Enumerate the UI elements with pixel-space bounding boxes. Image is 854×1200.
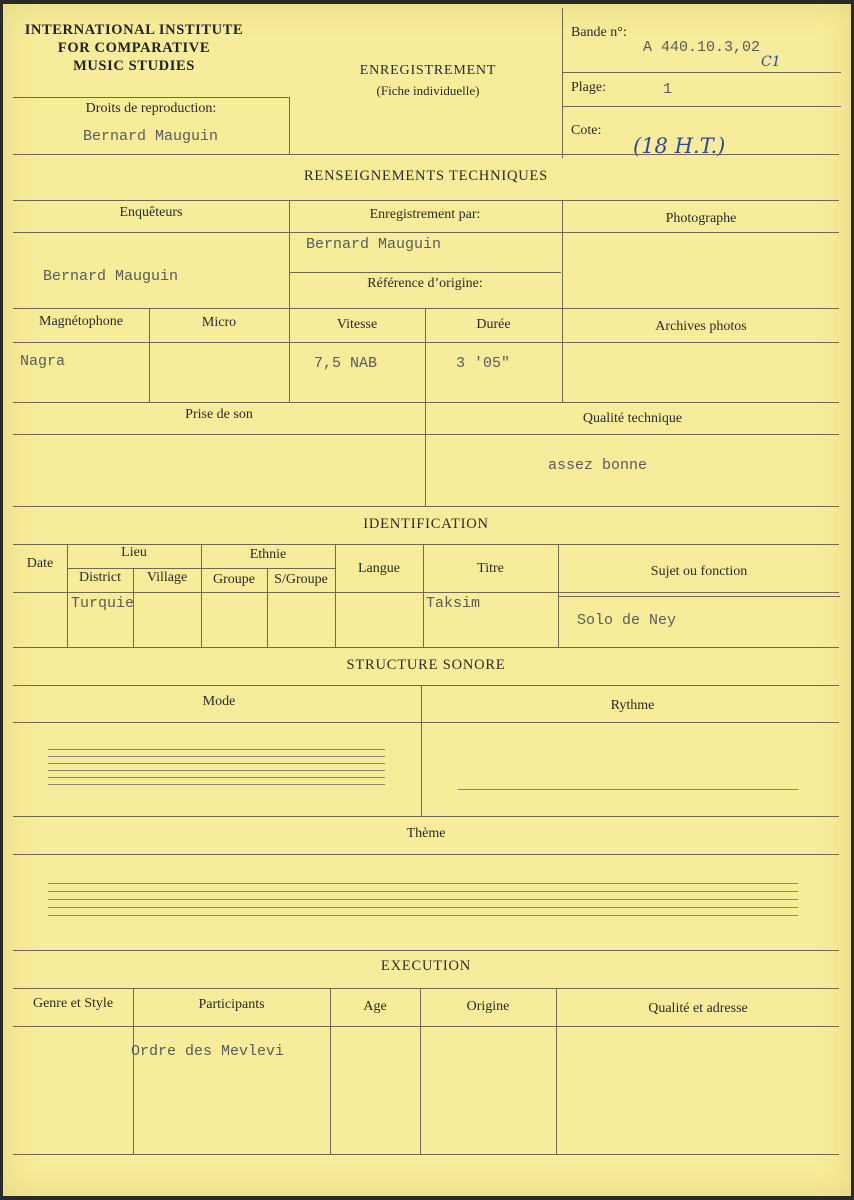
institute-line-2: FOR COMPARATIVE bbox=[57, 40, 211, 56]
district-label: District bbox=[79, 570, 121, 585]
participants-value: Ordre des Mevlevi bbox=[131, 1043, 285, 1060]
plage-label: Plage: bbox=[571, 80, 606, 95]
groupe-label: Groupe bbox=[213, 572, 255, 587]
enregistrement-label: Enregistrement par: bbox=[369, 207, 481, 222]
duree-value: 3 '05" bbox=[456, 355, 511, 372]
vitesse-value: 7,5 NAB bbox=[314, 355, 378, 372]
plage-value: 1 bbox=[663, 81, 673, 98]
reference-label: Référence d’origine: bbox=[367, 276, 483, 291]
institute-line-3: MUSIC STUDIES bbox=[73, 58, 195, 74]
institute-line-1: INTERNATIONAL INSTITUTE bbox=[24, 22, 244, 38]
rights-label: Droits de reproduction: bbox=[85, 101, 217, 116]
index-card bbox=[3, 4, 851, 1196]
bande-handwritten: C1 bbox=[761, 54, 781, 70]
mode-staff-line bbox=[48, 777, 385, 778]
sgroupe-label: S/Groupe bbox=[274, 572, 328, 587]
district-value: Turquie bbox=[71, 595, 135, 612]
enregistrement-value: Bernard Mauguin bbox=[306, 236, 442, 253]
theme-staff-line bbox=[48, 899, 798, 900]
ethnie-label: Ethnie bbox=[249, 547, 287, 562]
cote-label: Cote: bbox=[571, 123, 602, 138]
mode-label: Mode bbox=[202, 694, 236, 709]
mode-staff-line bbox=[48, 756, 385, 757]
institute-name bbox=[3, 21, 265, 75]
enqueteurs-value: Bernard Mauguin bbox=[43, 268, 179, 285]
langue-label: Langue bbox=[358, 561, 400, 576]
archives-label: Archives photos bbox=[655, 319, 747, 334]
titre-label: Titre bbox=[477, 561, 504, 576]
mode-staff-line bbox=[48, 749, 385, 750]
theme-staff-line bbox=[48, 915, 798, 916]
bande-label: Bande n°: bbox=[571, 25, 627, 40]
participants-label: Participants bbox=[198, 997, 265, 1012]
village-label: Village bbox=[146, 570, 188, 585]
mode-staff-line bbox=[48, 770, 385, 771]
rythme-label: Rythme bbox=[610, 698, 655, 713]
enqueteurs-label: Enquêteurs bbox=[119, 205, 183, 220]
section-title-execution: EXECUTION bbox=[380, 958, 472, 974]
date-label: Date bbox=[26, 556, 54, 571]
magnetophone-value: Nagra bbox=[20, 353, 66, 370]
bande-value: A 440.10.3,02 bbox=[643, 39, 761, 56]
theme-staff-line bbox=[48, 891, 798, 892]
mode-staff-line bbox=[48, 763, 385, 764]
theme-staff-line bbox=[48, 883, 798, 884]
age-label: Age bbox=[363, 999, 387, 1014]
genre-label: Genre et Style bbox=[32, 996, 114, 1011]
titre-value: Taksim bbox=[426, 595, 481, 612]
magnetophone-label: Magnétophone bbox=[39, 314, 123, 329]
form-title: ENREGISTREMENT bbox=[359, 63, 497, 78]
rythme-line bbox=[458, 789, 798, 790]
mode-staff-line bbox=[48, 784, 385, 785]
qualite-technique-label: Qualité technique bbox=[582, 411, 683, 426]
lieu-label: Lieu bbox=[121, 545, 147, 560]
sujet-value: Solo de Ney bbox=[577, 612, 677, 629]
section-title-structure: STRUCTURE SONORE bbox=[346, 657, 506, 673]
duree-label: Durée bbox=[476, 317, 511, 332]
origine-label: Origine bbox=[466, 999, 510, 1014]
qualite-adresse-label: Qualité et adresse bbox=[648, 1001, 748, 1016]
sujet-label: Sujet ou fonction bbox=[650, 564, 748, 579]
theme-label: Thème bbox=[406, 826, 446, 841]
cote-handwritten: (18 H.T.) bbox=[633, 134, 726, 158]
vitesse-label: Vitesse bbox=[336, 317, 378, 332]
section-title-technical: RENSEIGNEMENTS TECHNIQUES bbox=[303, 168, 549, 184]
rights-value: Bernard Mauguin bbox=[83, 128, 219, 145]
photographe-label: Photographe bbox=[665, 211, 737, 226]
micro-label: Micro bbox=[201, 315, 237, 330]
prise-de-son-label: Prise de son bbox=[185, 407, 253, 422]
theme-staff-line bbox=[48, 907, 798, 908]
form-subtitle: (Fiche individuelle) bbox=[376, 83, 480, 98]
section-title-identification: IDENTIFICATION bbox=[363, 516, 489, 532]
qualite-technique-value: assez bonne bbox=[548, 457, 648, 474]
